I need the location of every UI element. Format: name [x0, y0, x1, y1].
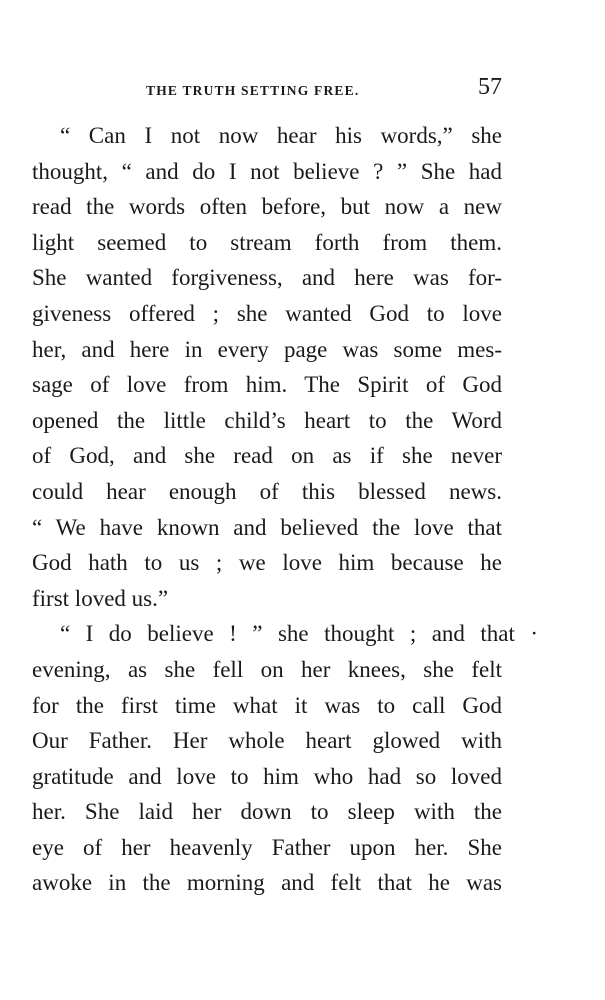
text-line: read the words often before, but now a new: [32, 194, 502, 220]
page-number: 57: [478, 74, 502, 100]
text-line: for the first time what it was to call God: [32, 692, 502, 718]
text-line: God hath to us ; we love him because he: [32, 550, 502, 576]
text-line: her. She laid her down to sleep with the: [32, 799, 502, 825]
text-line: giveness offered ; she wanted God to love: [32, 300, 502, 326]
text-line: opened the little child’s heart to the Word: [32, 407, 502, 433]
text-line: first loved us.”: [32, 585, 169, 611]
text-line: light seemed to stream forth from them.: [32, 229, 502, 255]
text-line: her, and here in every page was some mes-: [32, 336, 502, 362]
text-line: could hear enough of this blessed news.: [32, 478, 502, 504]
text-line: “ We have known and believed the love that: [32, 514, 502, 540]
text-line: thought, “ and do I not believe ? ” She had: [32, 158, 502, 184]
body-text: [32, 118, 538, 901]
text-line: She wanted forgiveness, and here was for-: [32, 265, 502, 291]
text-line: “ I do believe ! ” she thought ; and that ·: [60, 621, 538, 647]
running-head: [32, 72, 502, 102]
text-line: gratitude and love to him who had so loved: [32, 763, 502, 789]
text-line: sage of love from him. The Spirit of God: [32, 372, 502, 398]
text-line: “ Can I not now hear his words,” she: [60, 123, 502, 148]
text-line: awoke in the morning and felt that he was: [32, 870, 502, 896]
text-line: evening, as she fell on her knees, she felt: [32, 656, 502, 682]
text-line: of God, and she read on as if she never: [32, 443, 502, 469]
text-line: Our Father. Her whole heart glowed with: [32, 728, 502, 754]
text-line: eye of her heavenly Father upon her. She: [32, 834, 502, 860]
running-head-title: THE TRUTH SETTING FREE.: [146, 83, 360, 98]
